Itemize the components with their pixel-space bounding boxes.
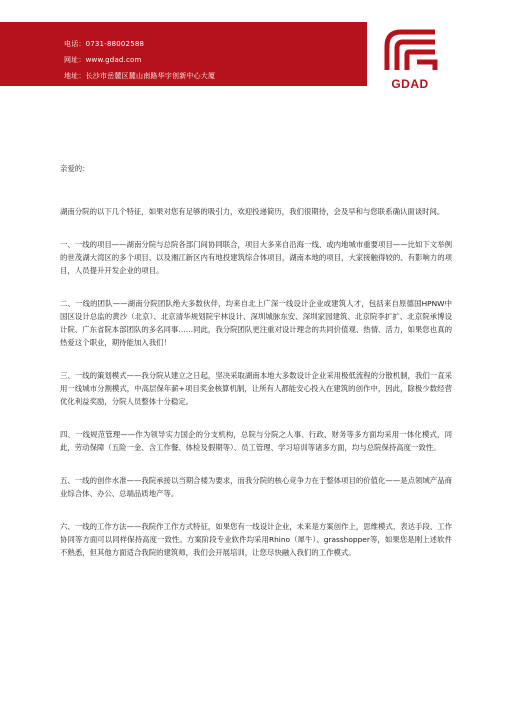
paragraph-intro: 湖南分院的以下几个特征，如果对您有足够的吸引力，欢迎投递简历，我们很期待，会及早和与您联系确认面谈时间。 [60,207,445,216]
contact-info [64,36,215,84]
salutation: 亲爱的： [60,164,90,173]
logo-text: GDAD [391,77,429,91]
contact-website[interactable]: 网址：www.gdad.com [64,56,142,64]
paragraph-methods: 六、一线的工作方法——我院作工作方式特征，如果您有一线设计企业，未来是方案创作上，思维模式、表达手段、工作协同等方面可以同样保持高度一致性。方案阶段专业软件均采用Rhino（犀牛）、grasshopper等，如果您是刚上述软件不熟悉，但其他方面适合我院的建筑师，我们会开展培训，让您尽快融入我们的工作模式。 [60,522,452,557]
paragraph-management: 四、一线规范管理——作为领导实力国企的分支机构，总院与分院之人事、行政、财务等多方面均采用一体化模式，同此，劳动保障（五险一金、含工作餐、体检及假期等）、员工管理、学习培训等诸多方面，均与总院保持高度一致性。 [60,430,452,452]
page-header [0,0,509,92]
contact-address: 地址：长沙市岳麓区麓山南路华宇创新中心大厦 [64,72,216,80]
contact-phone: 电话：0731-88002588 [64,40,145,48]
letter-body [60,162,452,579]
paragraph-team: 二、一线的团队——湖南分院团队绝大多数伙伴，均来自北上广深一线设计企业或建筑人才，包括来自原德国HPNW中国区设计总监的黄沙（北京）、北京清华规划院宇林设计、深圳城脉东安、深圳家园建筑、北京院李扩扩、北京院承博设计院、广东省院本部团队的多名同事……同此，我分院团队更注重对设计理念的共同价值观、热情、活力，如果您也真的热爱这个职业，期待能加入我们！ [60,299,452,347]
paragraph-projects: 一、一线的项目——湖南分院与总院各部门间协同联合，项目大多来自沿海一线、或内地城市重要项目——比如下文举例的世茂湖大湾区的多个项目、以及湘江新区内有地投建筑综合体项目，湖南本地的项目，大家接触得较的、有影响力的项目，人员提升开发企业的项目。 [60,240,452,275]
paragraph-standards: 五、一线的创作水准——我院承接以当期合楼为要求，而我分院的核心竞争力在于整体项目的价值化——是点领域产品商业综合体、办公、总端品质地产等。 [60,476,452,498]
paragraph-model: 三、一线的策划模式——我分院从建立之日起，坚决采取湖南本地大多数设计企业采用极低流程的分散机制，我们一直采用一线城市分割模式，中高层保年薪+项目奖金核算机制，让所有人都能安心投入在建筑的创作中，因此，除极少数经营优化利益奖励，分院人员整体十分稳定。 [60,371,452,406]
